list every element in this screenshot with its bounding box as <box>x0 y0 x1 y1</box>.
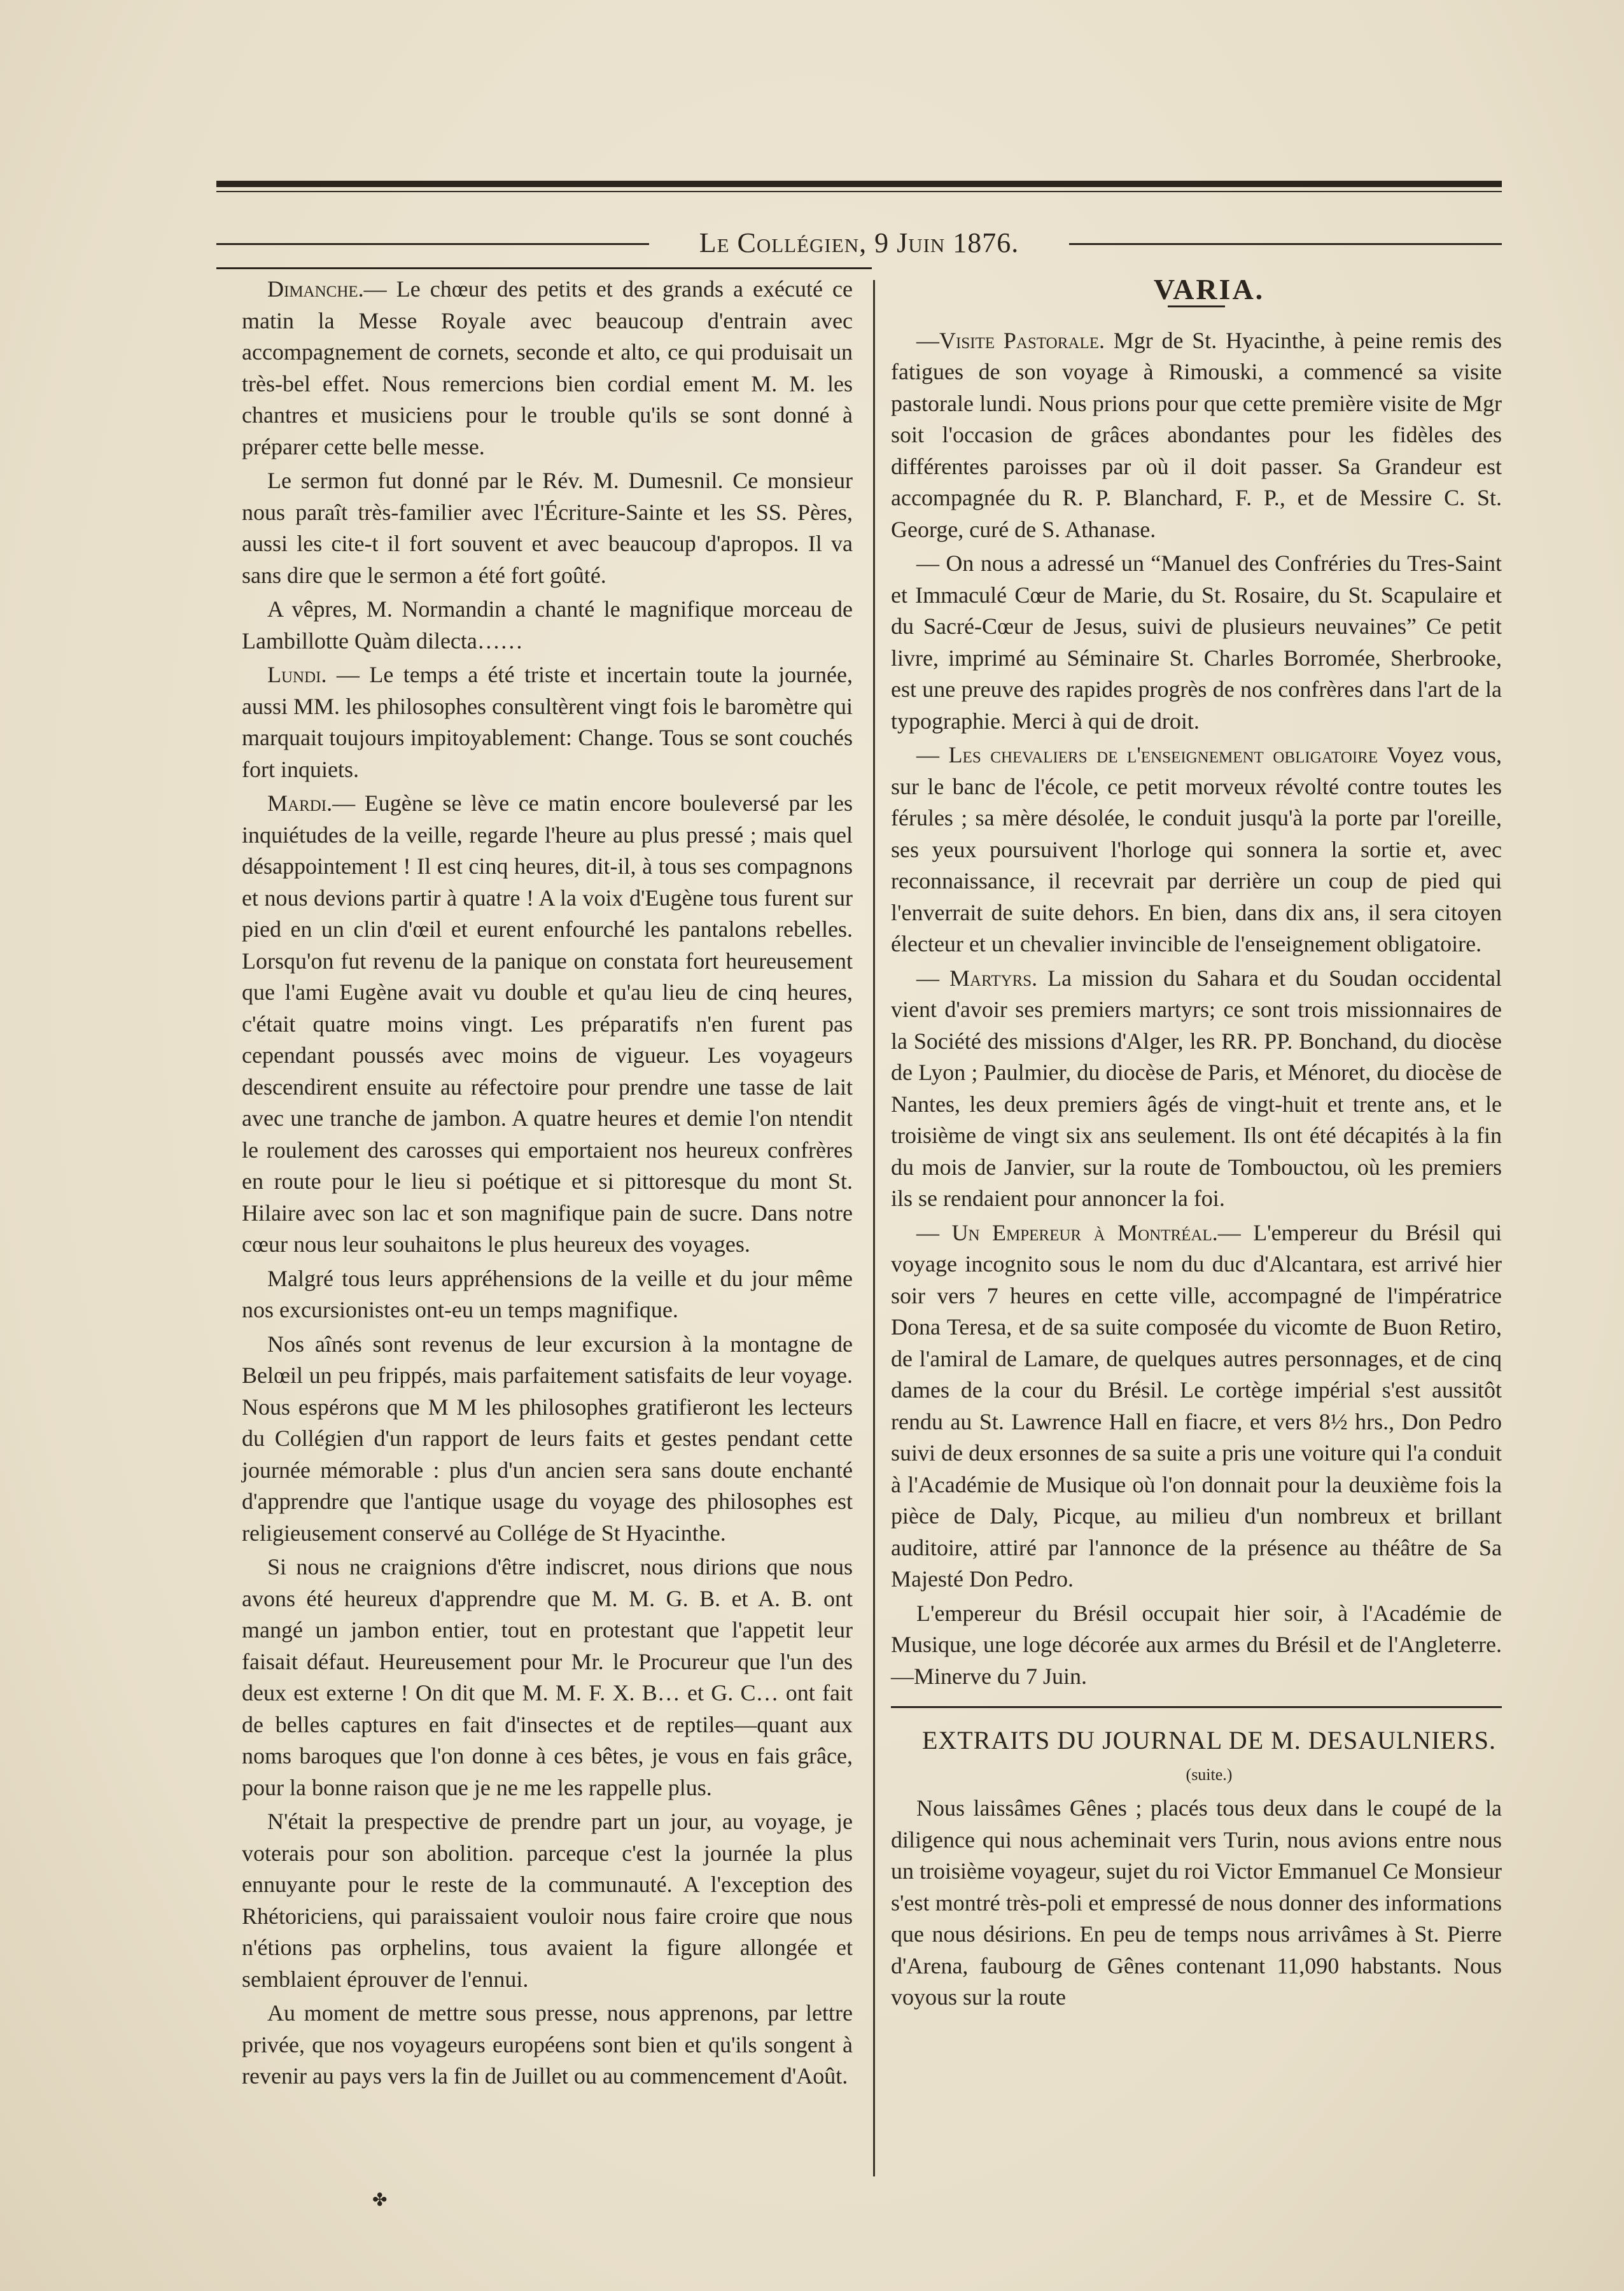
masthead-rule-left <box>216 243 649 245</box>
left-column-paragraph <box>242 1806 853 1995</box>
left-column-paragraph-text: Malgré tous leurs appréhensions de la veille et du jour même nos excursionistes ont-eu un temps magnifique. <box>242 1265 853 1322</box>
varia-items <box>891 325 1502 1693</box>
varia-title: VARIA. <box>1153 273 1265 305</box>
varia-paragraph <box>891 548 1502 737</box>
varia-paragraph-text: — On nous a adressé un “Manuel des Confréries du Tres-Saint et Immaculé Cœur de Marie, du St. Rosaire, du St. Scapulaire et du Sacré-Cœur de Jesus, suivi de plusieurs neuvaines” Ce petit livre, imprimé au Séminaire St. Charles Borromée, Sherbrooke, est une preuve des rapides progrès de nos confrères dans l'art de la typographie. Merci à qui de droit. <box>891 550 1502 734</box>
left-column-paragraph <box>242 465 853 591</box>
varia-paragraph-lead: —Visite Pastorale. <box>916 327 1105 353</box>
varia-paragraph <box>891 739 1502 960</box>
masthead <box>216 224 1502 262</box>
column-divider <box>873 280 875 2176</box>
extraits-separator-rule <box>891 1706 1502 1708</box>
extraits-paragraph: Nous laissâmes Gênes ; placés tous deux dans le coupé de la diligence qui nous acheminait vers Turin, nous avions entre nous un troisième voyageur, sujet du roi Victor Emmanuel Ce Monsieur s'est montré très-poli et empressé de nous donner des informations que nous désirions. En peu de temps nous arrivâmes à St. Pierre d'Arena, faubourg de Gênes contenant 11,090 habstants. Nous voyous sur la route <box>891 1795 1502 2010</box>
extraits-title: EXTRAITS DU JOURNAL DE M. DESAULNIERS. <box>921 1726 1497 1755</box>
left-column-paragraph-text: N'était la prespective de prendre part un jour, au voyage, je voterais pour son abolition. parceque c'est la journée la plus ennuyante pour le reste de la communauté. A l'exception des Rhétoriciens, qui paraissaient vouloir nous faire croire que nous n'étions pas orphelins, tous avaient la figure allongée et semblaient éprouver de l'ennui. <box>242 1809 853 1992</box>
left-column-paragraph <box>242 659 853 785</box>
left-column-paragraph-text: Le sermon fut donné par le Rév. M. Dumesnil. Ce monsieur nous paraît très-familier avec l'Écriture-Sainte et les SS. Pères, aussi les cite-t il fort souvent et avec beaucoup d'apropos. Il va sans dire que le sermon a été fort goûté. <box>242 468 853 588</box>
left-column-paragraph <box>242 788 853 1261</box>
left-column-top-rule <box>216 267 872 269</box>
left-column-paragraph-lead: Mardi. <box>267 790 333 816</box>
left-column-paragraph-text: Nos aînés sont revenus de leur excursion à la montagne de Belœil un peu frippés, mais parfaitement satisfaits de leur voyage. Nous espérons que M M les philosophes gratifieront les lecteurs du Collégien d'un rapport de leurs faits et gestes pendant cette journée mémorable : plus d'un ancien sera sans doute enchanté d'apprendre que l'antique usage du voyage des philosophes est religieusement conservé au Collége de St Hyacinthe. <box>242 1331 853 1546</box>
left-column-paragraph <box>242 594 853 657</box>
left-column-paragraph-text: A vêpres, M. Normandin a chanté le magnifique morceau de Lambillotte Quàm dilecta…… <box>242 596 853 654</box>
left-column-paragraph <box>242 1329 853 1550</box>
right-column <box>891 274 1502 2014</box>
top-thin-rule <box>216 191 1502 192</box>
varia-paragraph <box>891 325 1502 546</box>
varia-paragraph-lead: — Un Empereur à Montréal. <box>916 1219 1218 1245</box>
left-column-paragraph-lead: Lundi. <box>267 662 327 687</box>
varia-paragraph <box>891 1217 1502 1595</box>
left-column-paragraph <box>242 1998 853 2092</box>
left-column <box>242 274 853 2092</box>
varia-paragraph-lead: — Les chevaliers de l'enseignement obligatoire <box>916 742 1378 767</box>
varia-paragraph <box>891 1598 1502 1693</box>
left-column-paragraph <box>242 1552 853 1804</box>
masthead-rule-right <box>1069 243 1502 245</box>
left-column-paragraph-text: — Le chœur des petits et des grands a exécuté ce matin la Messe Royale avec beaucoup d'entrain avec accompagnement de cornets, seconde et alto, ce qui produisait un très-bel effet. Nous remercions bien cordial ement M. M. les chantres et musiciens pour le trouble qu'ils se sont donné à préparer cette belle messe. <box>242 276 853 459</box>
extraits-subtitle: (suite.) <box>1186 1765 1233 1784</box>
left-column-paragraph-text: Au moment de mettre sous presse, nous apprenons, par lettre privée, que nos voyageurs européens sont bien et qu'ils songent à revenir au pays vers la fin de Juillet ou au commencement d'Août. <box>242 2000 853 2089</box>
varia-paragraph-text: Voyez vous, sur le banc de l'école, ce petit morveux révolté contre toutes les férules ; sa mère désolée, le conduit jusqu'à la porte par l'oreille, ses yeux poursuivent l'horloge qui sonnera la sortie et, avec reconnaissance, il recevrait par derrière un coup de pied qui l'enverrait de suite dehors. En bien, dans dix ans, il sera citoyen électeur et un chevalier invincible de l'enseignement obligatoire. <box>891 742 1502 956</box>
varia-paragraph-lead: — Martyrs. <box>916 965 1038 991</box>
varia-paragraph-text: Mgr de St. Hyacinthe, à peine remis des fatigues de son voyage à Rimouski, a commencé sa visite pastorale lundi. Nous prions pour que cette première visite de Mgr soit l'occasion de grâces abondantes pour les fidèles des différentes paroisses par où il doit passer. Sa Grandeur est accompagnée du R. P. Blanchard, F. P., et de Messire C. St. George, curé de S. Athanase. <box>891 327 1502 542</box>
left-column-paragraph-text: Si nous ne craignions d'être indiscret, nous dirions que nous avons été heureux d'apprendre que M. M. G. B. et A. B. ont mangé un jambon entier, tout en protestant que l'appetit leur faisait défaut. Heureusement pour Mr. le Procureur que l'un des deux est externe ! On dit que M. M. F. X. B… et G. C… ont fait de belles captures en fait d'insectes et de reptiles—quant aux noms baroques que l'on donne à ces bêtes, je vous en fais grâce, pour la bonne raison que je ne me les rappelle plus. <box>242 1554 853 1800</box>
left-column-paragraph-lead: Dimanche. <box>267 276 364 302</box>
left-column-paragraph-text: — Eugène se lève ce matin encore bouleversé par les inquiétudes de la veille, regarde l'heure au plus pressé ; mais quel désappointement ! Il est cinq heures, dit-il, à tous ses compagnons et nous devions partir à quatre ! A la voix d'Eugène tous furent sur pied en un clin d'œil et eurent enfourché les pantalons rebelles. Lorsqu'on fut revenu de la panique on constata fort heureusement que l'ami Eugène avait vu double et qu'au lieu de cinq heures, c'était quatre moins vingt. Les préparatifs n'en furent pas cependant poussés avec moins de vigueur. Les voyageurs descendirent ensuite au réfectoire pour prendre une tasse de lait avec une tranche de jambon. A quatre heures et demie l'on ntendit le roulement des carosses qui emportaient nos heureux confrères en route pour le lieu si poétique et si pittoresque du mont St. Hilaire avec son lac et son magnifique pain de sucre. Dans notre cœur nous leur souhaitons le plus heureux des voyages. <box>242 790 853 1257</box>
left-column-paragraph <box>242 1263 853 1326</box>
left-column-paragraph <box>242 274 853 463</box>
left-column-paragraph-text: — Le temps a été triste et incertain toute la journée, aussi MM. les philosophes consultèrent vingt fois le baromètre qui marquait toujours impitoyablement: Change. Tous se sont couchés fort inquiets. <box>242 662 853 782</box>
varia-paragraph-text: — L'empereur du Brésil qui voyage incognito sous le nom du duc d'Alcantara, est arrivé hier soir vers 7 heures en cette ville, accompagné de l'impératrice Dona Teresa, et de sa suite composée du vicomte de Buon Retiro, de l'amiral de Lamare, de quelques autres personnages, et de cinq dames de la cour du Brésil. Le cortège impérial s'est aussitôt rendu au St. Lawrence Hall en fiacre, et vers 8½ hrs., Don Pedro suivi de deux ersonnes de sa suite a pris une voiture qui l'a conduit à l'Académie de Musique où l'on donnait pour la deuxième fois la pièce de Daly, Picque, au milieu d'un nombreux et brillant auditoire, attiré par l'annonce de la présence au théâtre de Sa Majesté Don Pedro. <box>891 1219 1502 1592</box>
top-thick-rule <box>216 181 1502 187</box>
varia-paragraph <box>891 963 1502 1215</box>
varia-paragraph-text: L'empereur du Brésil occupait hier soir, à l'Académie de Musique, une loge décorée aux armes du Brésil et de l'Angleterre.—Minerve du 7 Juin. <box>891 1600 1502 1689</box>
varia-paragraph-text: La mission du Sahara et du Soudan occidental vient d'avoir ses premiers martyrs; ce sont trois missionnaires de la Société des missions d'Alger, les RR. PP. Bonchand, du diocèse de Lyon ; Paulmier, du diocèse de Paris, et Ménoret, du diocèse de Nantes, les deux premiers âgés de vingt-huit et trente ans, et le troisième de vingt six ans seulement. Ils ont été décapités à la fin du mois de Janvier, sur la route de Tombouctou, où les premiers ils se rendaient pour annoncer la foi. <box>891 965 1502 1211</box>
page-header-title: Le Collégien, 9 Juin 1876. <box>699 227 1019 258</box>
page-ornament: ✤ <box>372 2190 388 2210</box>
